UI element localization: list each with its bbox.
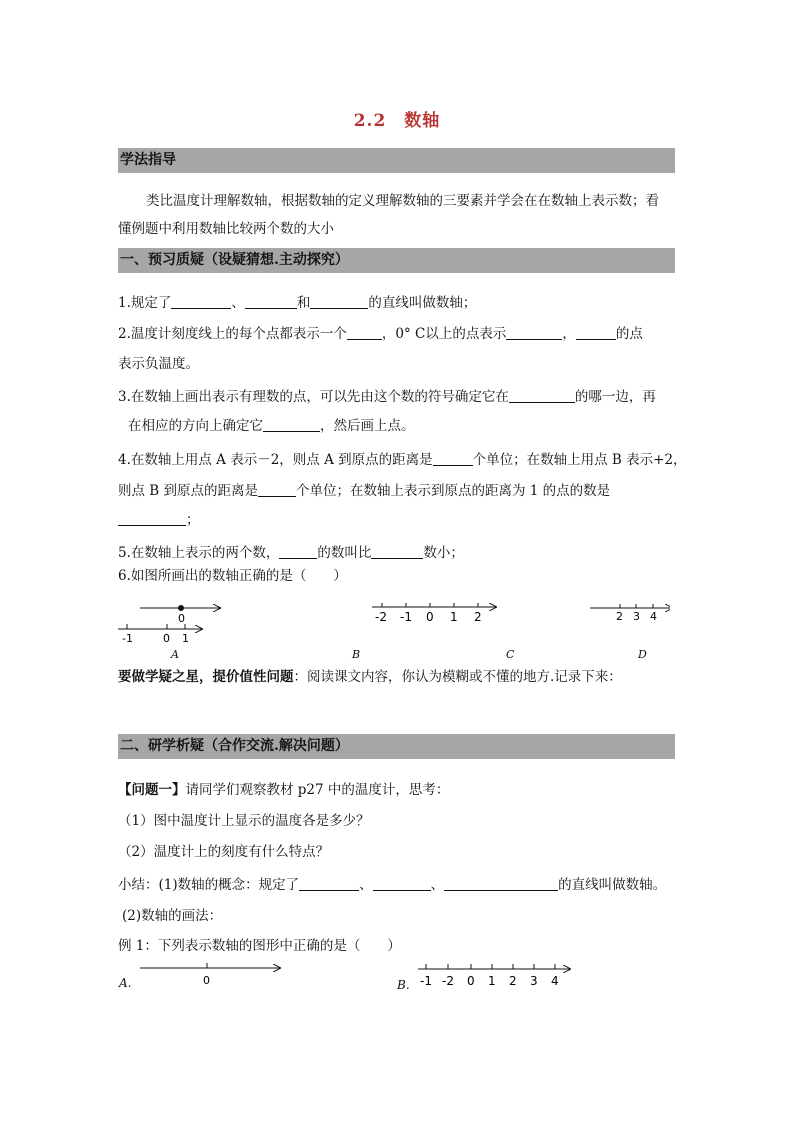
example-1: 例 1：下列表示数轴的图形中正确的是（ ） xyxy=(118,938,401,954)
origin-dot xyxy=(178,605,184,611)
tick-label: 1 xyxy=(182,632,189,645)
answer-blank[interactable] xyxy=(371,544,423,559)
example-b-label: B. xyxy=(397,978,410,992)
tick-label: 3 xyxy=(633,610,640,623)
tick-label: 0 xyxy=(426,610,434,624)
problem-1: 【问题一】请同学们观察教材 p27 中的温度计，思考： xyxy=(118,782,450,798)
question-1: 1.规定了 、 和 的直线叫做数轴； xyxy=(118,295,477,311)
figure-a-bottom-line xyxy=(118,624,202,645)
answer-blank[interactable] xyxy=(373,876,431,891)
tick-label: 0 xyxy=(467,974,475,988)
tick-label: -1 xyxy=(400,610,412,624)
option-d-label: D xyxy=(638,648,647,661)
question-4: 4.在数轴上用点 A 表示－2，则点 A 到原点的距离是 个单位；在数轴上用点 B 表示+2， xyxy=(118,452,687,468)
option-c-label: C xyxy=(506,648,515,661)
summary-2: (2)数轴的画法： xyxy=(122,908,223,924)
question-4-cont: 则点 B 到原点的距离是 个单位；在数轴上表示到原点的距离为 1 的点的数是 xyxy=(118,483,611,499)
example-a-label: A. xyxy=(119,976,132,990)
figure-c-line xyxy=(590,604,670,623)
example-b-line xyxy=(418,964,570,988)
summary-1: 小结：(1)数轴的概念：规定了 、 、 的直线叫做数轴。 xyxy=(118,877,667,893)
example-a-line xyxy=(140,963,280,987)
answer-blank[interactable] xyxy=(299,876,359,891)
answer-blank[interactable] xyxy=(245,294,297,309)
problem-1-q2: （2）温度计上的刻度有什么特点？ xyxy=(118,844,330,860)
answer-blank[interactable] xyxy=(347,325,382,340)
tick-label: 4 xyxy=(650,610,657,623)
tick-label: 2 xyxy=(509,974,517,988)
page-title: 2.2 数轴 xyxy=(353,111,441,131)
option-a-label: A xyxy=(171,648,179,661)
answer-blank[interactable] xyxy=(576,325,616,340)
tick-label: 3 xyxy=(530,974,538,988)
section-header-preview: 一、预习质疑（设疑猜想.主动探究） xyxy=(118,248,675,273)
question-5: 5.在数轴上表示的两个数， 的数叫比 数小； xyxy=(118,545,464,561)
answer-blank[interactable] xyxy=(279,544,317,559)
figure-b-line xyxy=(372,603,496,624)
tick-label: 2 xyxy=(616,610,623,623)
tick-label: -2 xyxy=(442,974,454,988)
tick-label: 1 xyxy=(450,610,458,624)
guide-text-line2: 懂例题中利用数轴比较两个数的大小 xyxy=(118,221,334,237)
question-4-end: ； xyxy=(118,508,200,528)
star-question-line: 要做学疑之星，提价值性问题：阅读课文内容，你认为模糊或不懂的地方.记录下来： xyxy=(118,669,622,685)
tick-label: -1 xyxy=(420,974,432,988)
tick-label: 2 xyxy=(474,610,482,624)
problem-1-q1: （1）图中温度计上显示的温度各是多少？ xyxy=(118,813,370,829)
tick-label: 4 xyxy=(551,974,559,988)
answer-blank[interactable] xyxy=(506,325,562,340)
question-6: 6.如图所画出的数轴正确的是（ ） xyxy=(118,568,347,584)
tick-label: -2 xyxy=(375,610,387,624)
answer-blank[interactable] xyxy=(171,294,231,309)
option-b-label: B xyxy=(352,648,361,661)
example-number-lines xyxy=(130,958,590,998)
answer-blank[interactable] xyxy=(118,511,186,526)
question-3: 3.在数轴上画出表示有理数的点，可以先由这个数的符号确定它在 的哪一边，再 xyxy=(118,389,656,405)
answer-blank[interactable] xyxy=(263,417,320,432)
answer-blank[interactable] xyxy=(433,451,473,466)
guide-text-line1: 类比温度计理解数轴，根据数轴的定义理解数轴的三要素并学会在在数轴上表示数；看 xyxy=(146,193,659,209)
tick-label: -1 xyxy=(122,632,133,645)
figure-a-top-label: 0 xyxy=(178,612,185,625)
question-3-cont: 在相应的方向上确定它 ，然后画上点。 xyxy=(128,418,415,434)
figure-a-top-line xyxy=(140,605,220,625)
question-2: 2.温度计刻度线上的每个点都表示一个 ，0° C以上的点表示 ， 的点 xyxy=(118,326,643,342)
answer-blank[interactable] xyxy=(258,482,296,497)
number-line-figures xyxy=(110,594,670,664)
answer-blank[interactable] xyxy=(310,294,368,309)
tick-label: 1 xyxy=(488,974,496,988)
answer-blank[interactable] xyxy=(509,388,575,403)
section-header-study: 二、研学析疑（合作交流.解决问题） xyxy=(118,734,675,759)
question-2-cont: 表示负温度。 xyxy=(118,356,199,372)
tick-label: 0 xyxy=(203,974,210,987)
section-header-guide: 学法指导 xyxy=(118,148,675,173)
tick-label: 0 xyxy=(163,632,170,645)
answer-blank[interactable] xyxy=(444,876,558,891)
